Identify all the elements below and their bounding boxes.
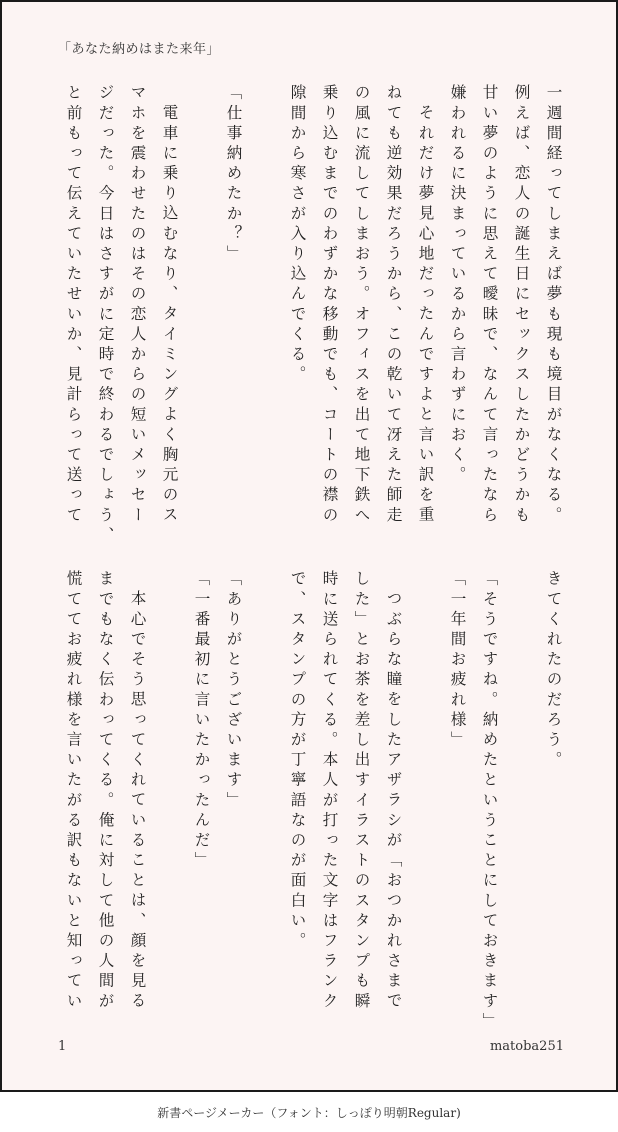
text-column: の風に流してしまおう。オフィスを出て地下鉄へ xyxy=(352,84,371,527)
text-column: 嫌われるに決まっているから言わずにおく。 xyxy=(448,84,467,486)
text-column: 慌ててお疲れ様を言いたがる訳もないと知ってい xyxy=(64,570,83,1013)
dialogue-column: 「仕事納めたか？」 xyxy=(224,84,243,265)
text-column: 電車に乗り込むなり、タイミングよく胸元のス xyxy=(160,104,179,527)
text-column: 例えば、恋人の誕生日にセックスしたかどうかも xyxy=(512,84,531,527)
dialogue-column: 「一年間お疲れ様」 xyxy=(448,570,467,751)
text-column: きてくれたのだろう。 xyxy=(544,570,563,771)
text-column: ジだった。今日はさすがに定時で終わるでしょう、 xyxy=(96,84,115,547)
author-name: matoba251 xyxy=(489,1039,564,1054)
text-column: つぶらな瞳をしたアザラシが「おつかれさまで xyxy=(384,590,403,1013)
text-column: 隙間から寒さが入り込んでくる。 xyxy=(288,84,307,386)
text-column: 甘い夢のように思えて曖昧で、なんて言ったなら xyxy=(480,84,499,527)
text-column: それだけ夢見心地だったんですよと言い訳を重 xyxy=(416,104,435,527)
text-column: 時に送られてくる。本人が打った文字はフランク xyxy=(320,570,339,1013)
text-column: で、スタンプの方が丁寧語なのが面白い。 xyxy=(288,570,307,952)
dialogue-column: 「一番最初に言いたかったんだ」 xyxy=(192,570,211,872)
page-title: 「あなた納めはまた来年」 xyxy=(58,42,221,57)
text-column: マホを震わせたのはその恋人からの短いメッセー xyxy=(128,84,147,527)
text-column: 本心でそう思ってくれていることは、顔を見る xyxy=(128,590,147,1013)
page-number: 1 xyxy=(58,1039,67,1054)
generator-credit: 新書ページメーカー（フォント：しっぽり明朝Regular) xyxy=(157,1106,461,1120)
dialogue-column: 「そうですね。納めたということにしておきます」 xyxy=(480,570,499,1033)
text-column: と前もって伝えていたせいか、見計らって送って xyxy=(64,84,83,527)
text-column: 乗り込むまでのわずかな移動でも、コートの襟の xyxy=(320,84,339,527)
text-column: した」とお茶を差し出すイラストのスタンプも瞬 xyxy=(352,570,371,1013)
text-column: 一週間経ってしまえば夢も現も境目がなくなる。 xyxy=(544,84,563,527)
text-column: ねても逆効果だろうから、この乾いて冴えた師走 xyxy=(384,84,403,527)
dialogue-column: 「ありがとうございます」 xyxy=(224,570,243,812)
text-column: までもなく伝わってくる。俺に対して他の人間が xyxy=(96,570,115,1013)
